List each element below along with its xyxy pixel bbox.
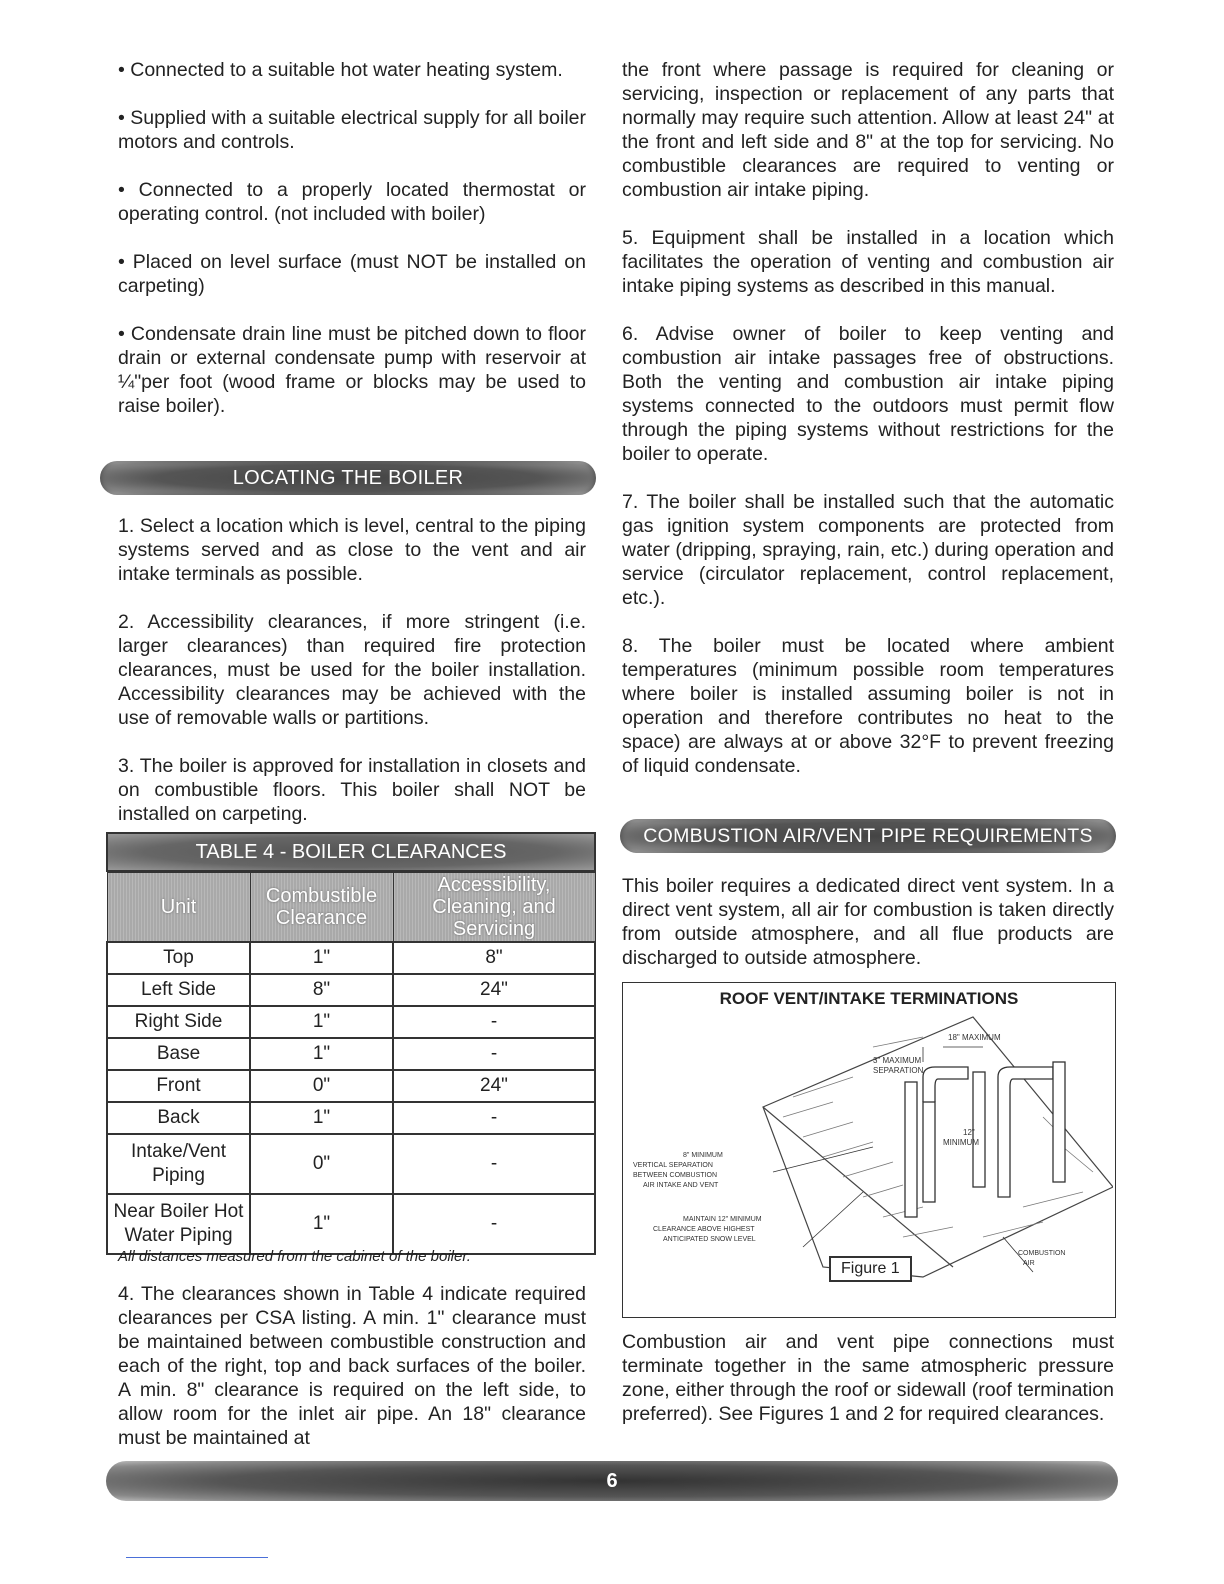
vent-pipe-left — [923, 1102, 935, 1202]
after-figure-section — [622, 1330, 1114, 1450]
header-unit: Unit — [107, 873, 250, 943]
cell-unit: Right Side — [107, 1006, 250, 1038]
after-figure-para: Combustion air and vent pipe connections must terminate together in the same atmospheric pressure zone, either through the roof or sidewall (roof termination preferred). See Figures 1 and 2 for required clearances. — [622, 1331, 1114, 1425]
locating-para-3: 3. The boiler is approved for installation in closets and on combustible floors. This boiler shall NOT be installed on carpeting. — [118, 755, 586, 825]
cell-accessibility: 24" — [393, 974, 595, 1006]
callout-vert-1: 8" MINIMUM — [683, 1152, 723, 1159]
locating-section — [118, 514, 586, 850]
figure-title: ROOF VENT/INTAKE TERMINATIONS — [719, 989, 1019, 1008]
cell-accessibility: 24" — [393, 1070, 595, 1102]
intake-pipe-left — [905, 1082, 917, 1217]
callout-vert-3: BETWEEN COMBUSTION — [633, 1172, 718, 1179]
table-row — [107, 1102, 595, 1134]
para-4: 4. The clearances shown in Table 4 indicate required clearances per CSA listing. A min. 1" clearance must be maintained between combustible construction and each of the right, top and back surfaces of the boiler. A min. 8" clearance is required on the left side, to allow room for the inlet air pipe. An 18" clearance must be maintained at — [118, 1283, 586, 1449]
callout-snow-1: MAINTAIN 12" MINIMUM — [683, 1216, 762, 1223]
right-para-continued: the front where passage is required for cleaning or servicing, inspection or replacement of any parts that normally may require such attention. Allow at least 24" at the front and left side and 8" at the top for servicing. No combustible clearances are required to venting or combustion air intake piping. — [622, 59, 1114, 201]
bullet-thermostat: • Connected to a properly located thermostat or operating control. (not included with boiler) — [118, 179, 586, 225]
cell-accessibility: 8" — [393, 942, 595, 974]
cell-combustible: 8" — [250, 974, 393, 1006]
cell-combustible: 1" — [250, 1006, 393, 1038]
cell-unit: Near Boiler Hot Water Piping — [107, 1194, 250, 1254]
callout-12-min: MINIMUM — [943, 1138, 979, 1147]
bullet-level-surface: • Placed on level surface (must NOT be installed on carpeting) — [118, 251, 586, 297]
callout-vert-4: AIR INTAKE AND VENT — [643, 1182, 719, 1189]
callout-air: AIR — [1023, 1260, 1035, 1267]
page-footer — [106, 1461, 1118, 1501]
cell-accessibility: - — [393, 1102, 595, 1134]
intake-pipe-right — [973, 1072, 985, 1187]
locating-para-2: 2. Accessibility clearances, if more stringent (i.e. larger clearances) than required fire protection clearances, must be used for the boiler installation. Accessibility clearances may be achieved with the use of removable walls or partitions. — [118, 611, 586, 729]
cell-combustible: 0" — [250, 1134, 393, 1194]
callout-lines — [773, 1047, 1033, 1272]
cell-unit: Base — [107, 1038, 250, 1070]
clearances-table — [106, 832, 596, 1255]
combustion-banner: COMBUSTION AIR/VENT PIPE REQUIREMENTS — [620, 819, 1116, 853]
cell-combustible: 1" — [250, 1102, 393, 1134]
bullet-electrical: • Supplied with a suitable electrical supply for all boiler motors and controls. — [118, 107, 586, 153]
right-para-7: 7. The boiler shall be installed such that the automatic gas ignition system components are protected from water (dripping, spraying, rain, etc.) during operation and service (circulator replacement, control replacement, etc.). — [622, 491, 1114, 609]
table-row — [107, 1070, 595, 1102]
bullet-hot-water: • Connected to a suitable hot water heating system. — [118, 59, 563, 81]
cell-accessibility: - — [393, 1134, 595, 1194]
combustion-para: This boiler requires a dedicated direct vent system. In a direct vent system, all air for combustion is taken directly from outside atmosphere, and all flue products are discharged to outside atmosphere. — [622, 875, 1114, 969]
left-column — [118, 58, 586, 442]
table-row — [107, 1038, 595, 1070]
header-accessibility: Accessibility, Cleaning, and Servicing — [393, 873, 595, 943]
cell-combustible: 1" — [250, 1194, 393, 1254]
callout-18-max: 18" MAXIMUM — [948, 1033, 1001, 1042]
cell-combustible: 0" — [250, 1070, 393, 1102]
callout-combustion: COMBUSTION — [1018, 1250, 1066, 1257]
figure-label: Figure 1 — [829, 1256, 912, 1282]
footer-rule — [126, 1557, 268, 1558]
locating-para-1: 1. Select a location which is level, central to the piping systems served and as close to the vent and air intake terminals as possible. — [118, 515, 586, 585]
vent-pipes — [905, 1062, 1065, 1217]
cell-accessibility: - — [393, 1006, 595, 1038]
right-column — [622, 58, 1114, 802]
cell-accessibility: - — [393, 1038, 595, 1070]
cell-combustible: 1" — [250, 1038, 393, 1070]
callout-separation: SEPARATION — [873, 1066, 924, 1075]
table-note: All distances measured from the cabinet of the boiler. — [118, 1248, 471, 1265]
cell-accessibility: - — [393, 1194, 595, 1254]
table-row — [107, 974, 595, 1006]
pipe-far-right — [1053, 1062, 1065, 1182]
callout-snow-3: ANTICIPATED SNOW LEVEL — [663, 1236, 756, 1243]
cell-unit: Back — [107, 1102, 250, 1134]
right-para-5: 5. Equipment shall be installed in a location which facilitates the operation of venting and combustion air intake piping systems as described in this manual. — [622, 227, 1114, 297]
cell-unit: Top — [107, 942, 250, 974]
elbow-left — [923, 1067, 968, 1102]
cell-unit: Left Side — [107, 974, 250, 1006]
bullet-condensate: • Condensate drain line must be pitched down to floor drain or external condensate pump with reservoir at ¼"per foot (wood frame or blocks may be used to raise boiler). — [118, 323, 586, 417]
cell-combustible: 1" — [250, 942, 393, 974]
cell-unit: Intake/Vent Piping — [107, 1134, 250, 1194]
vent-pipe-right — [998, 1067, 1053, 1197]
table-row — [107, 1006, 595, 1038]
table-title: TABLE 4 - BOILER CLEARANCES — [106, 832, 596, 872]
table-header-row — [107, 873, 595, 943]
callout-3-max: 3" MAXIMUM — [873, 1056, 922, 1065]
cell-unit: Front — [107, 1070, 250, 1102]
table-row — [107, 942, 595, 974]
header-combustible: Combustible Clearance — [250, 873, 393, 943]
page-number: 6 — [606, 1469, 618, 1492]
right-para-6: 6. Advise owner of boiler to keep venting and combustion air intake passages free of obstructions. Both the venting and combustion air intake piping systems connected to the outdoors must permit flow through the piping systems without restrictions for the boiler to operate. — [622, 323, 1114, 465]
clearances-para-4 — [118, 1282, 586, 1474]
callout-snow-2: CLEARANCE ABOVE HIGHEST — [653, 1226, 755, 1233]
table-row — [107, 1194, 595, 1254]
combustion-section — [622, 874, 1114, 994]
table-row — [107, 1134, 595, 1194]
callout-12: 12" — [963, 1128, 975, 1137]
locating-boiler-banner: LOCATING THE BOILER — [100, 461, 596, 495]
callout-vert-2: VERTICAL SEPARATION — [633, 1162, 713, 1169]
right-para-8: 8. The boiler must be located where ambient temperatures (minimum possible room temperatures where boiler is installed assuming boiler is not in operation and therefore contributes no heat to the space) are always at or above 32°F to prevent freezing of liquid condensate. — [622, 635, 1114, 777]
figure-1 — [622, 982, 1116, 1318]
